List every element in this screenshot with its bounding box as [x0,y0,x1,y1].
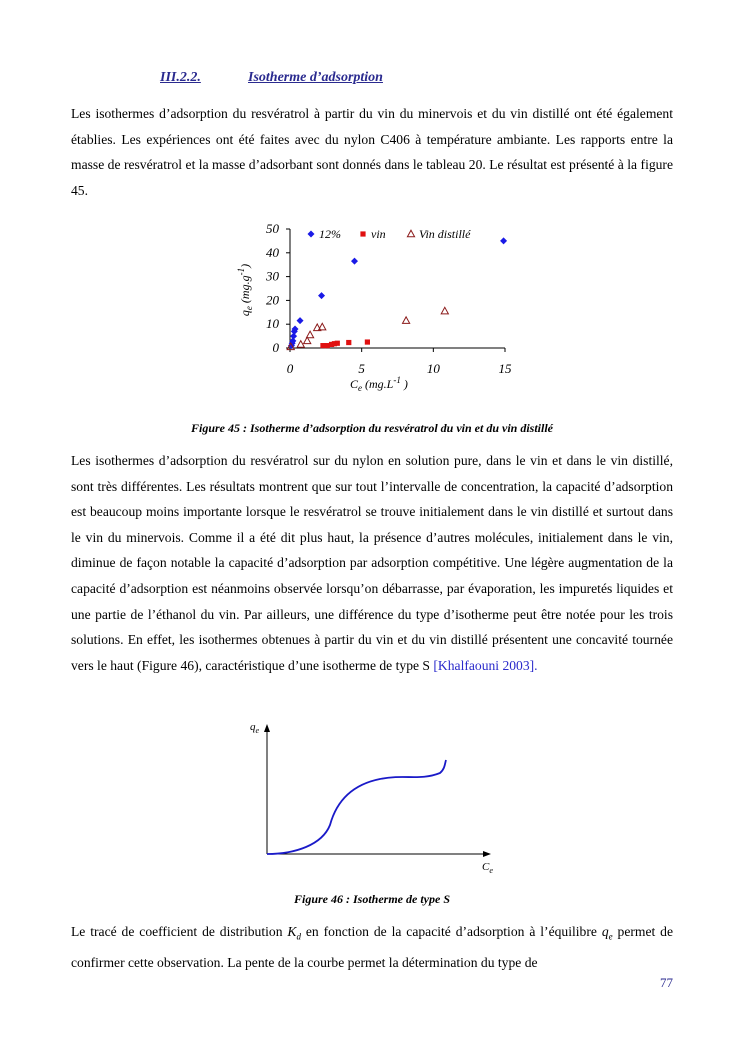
data-point-triangle [306,331,313,338]
y-tick-label: 40 [266,244,279,260]
data-point-diamond [318,292,325,299]
figure-46-x-label: $C_e$ [482,861,493,875]
figure-45-chart [225,218,525,398]
data-point-triangle [441,307,448,314]
data-point-triangle [403,317,410,324]
paragraph-2-text: Les isothermes d’adsorption du resvératrol sur du nylon en solution pure, dans le vin et dans le vin distillé, sont très différentes. Les résultats montrent que sur tout l’intervalle de concentration, la capacité d’adsorption est beaucoup moins importante lorsque le resvératrol se trouve initialement dans le vin distillé et surtout dans le vin du minervois. Comme il a été dit plus haut, la présence d’autres molécules, initialement dans le vin, diminue de façon notable la capacité d’adsorption par adsorption compétitive. Une légère augmentation de la capacité d’adsorption est néanmoins observée lorsqu’on débarrasse, par évaporation, les impuretés liquides et une partie de l’éthanol du vin. Par ailleurs, une différence du type d’isotherme peut être notée pour les trois solutions. En effet, les isothermes obtenues à partir du vin et du vin distillé présentent une concavité tournée vers le haut (Figure 46), caractéristique d’une isotherme de type S [71,453,673,673]
data-point-diamond [297,317,304,324]
y-axis-label: $q_e$ $(mg.g^{-1})$ [236,263,254,317]
page-number: 77 [660,975,673,990]
paragraph-1: Les isothermes d’adsorption du resvératrol à partir du vin du minervois et du vin distillé ont été également établies. Les expériences ont été faites avec du nylon C406 à température ambiante. Les rapports entre la masse de resvératrol et la masse d’adsorbant sont donnés dans le tableau 20. Le résultat est présenté à la figure 45. [71,106,673,198]
legend-label: Vin distillé [419,227,471,241]
data-point-triangle [319,323,326,330]
figure-46-y-label: $q_e$ [250,721,260,735]
reference-link[interactable]: [Khalfaouni 2003]. [433,657,538,673]
legend-marker-triangle [407,230,414,237]
y-tick-label: 20 [266,292,279,308]
x-axis-arrow-icon [483,851,491,857]
paragraph-2 [71,448,673,678]
legend-marker-square [360,231,365,236]
x-tick-label: 5 [358,361,365,376]
legend-label: vin [371,227,386,241]
figure-45-caption: Figure 45 : Isotherme d’adsorption du resvératrol du vin et du vin distillé [190,421,554,435]
section-heading [160,70,383,86]
y-tick-label: 0 [272,340,279,355]
x-tick-label: 0 [286,361,294,376]
chart-legend [308,227,472,241]
y-tick-label: 50 [266,221,279,236]
figure-46-diagram [240,715,510,875]
figure-46-caption: Figure 46 : Isotherme de type S [294,892,450,906]
s-curve [267,760,446,854]
kd-symbol: $K_d$ [287,924,301,942]
section-number: III.2.2. [160,70,201,85]
x-tick-label: 10 [426,361,440,376]
paragraph-3-text-1: Le tracé de coefficient de distribution [71,924,288,939]
data-point-diamond [500,237,507,244]
section-title: Isotherme d’adsorption [248,70,383,85]
qe-symbol: $q_e$ [601,924,613,942]
paragraph-3-text-3: permet de confirmer cette observation. La pente de la courbe permet la détermination du type de [71,924,673,971]
x-tick-label: 15 [498,361,512,376]
legend-label: 12% [319,227,341,241]
legend-marker-diamond [308,231,315,238]
paragraph-3 [71,919,673,976]
data-point-diamond [351,258,358,265]
x-axis-label: $C_e$ ($mg.L^{-1}$ ) [350,375,408,393]
y-tick-label: 30 [266,268,279,284]
data-point-square [346,340,351,345]
y-tick-label: 10 [266,316,279,332]
paragraph-3-text-2: en fonction de la capacité d’adsorption à l’équilibre [300,924,602,939]
data-point-square [365,339,370,344]
data-point-square [335,341,340,346]
y-axis-arrow-icon [264,724,270,732]
